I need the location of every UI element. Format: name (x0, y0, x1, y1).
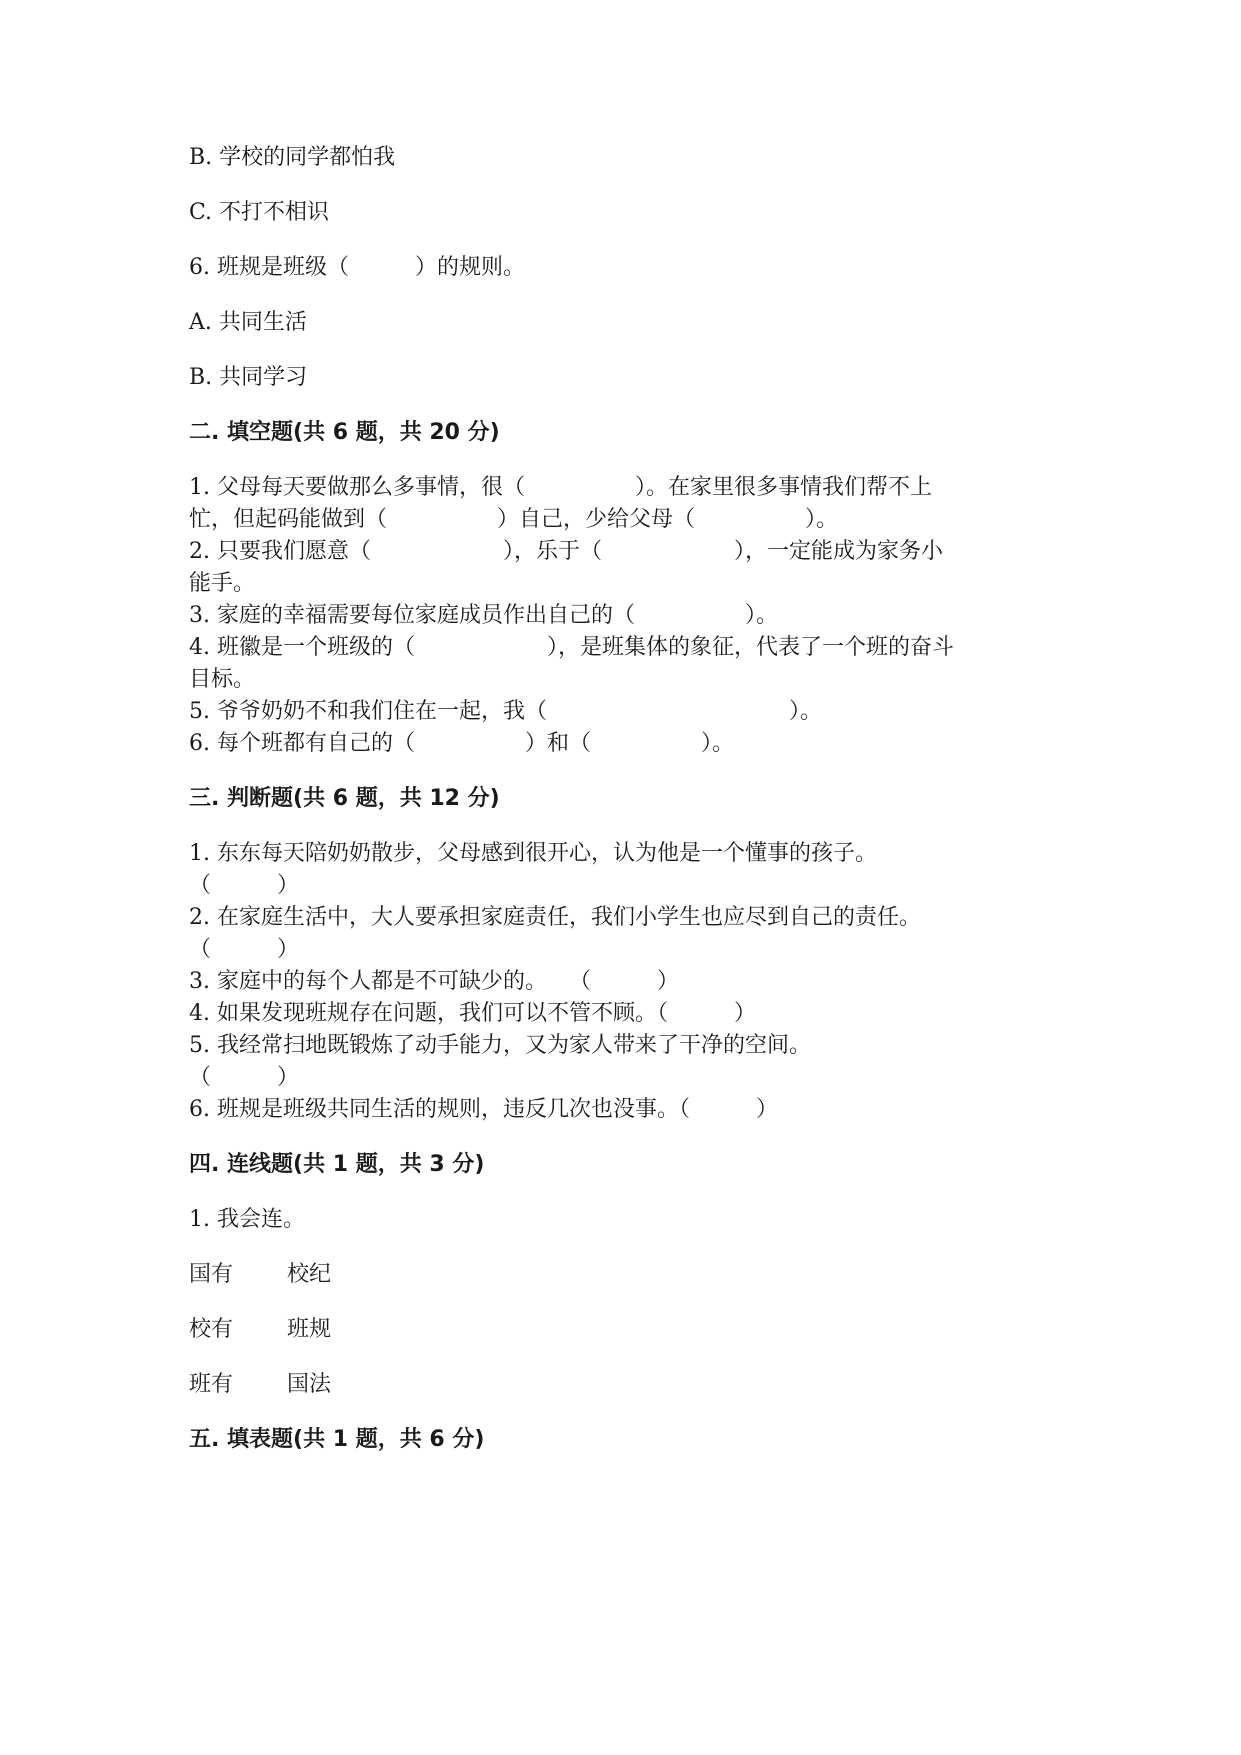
matching-row (189, 1314, 1069, 1346)
fill-line: 目标。 (189, 667, 256, 692)
option-b-q6: B. 共同学习 (189, 365, 308, 390)
judge-line: （ ） (189, 873, 300, 898)
fill-line: 能手。 (189, 571, 256, 596)
section-3-body (189, 838, 1069, 1126)
matching-right-item: 班规 (287, 1317, 332, 1342)
section-2-body (189, 472, 1069, 760)
fill-line: 6. 每个班都有自己的（ ）和（ ）。 (189, 731, 734, 756)
fill-line: 1. 父母每天要做那么多事情，很（ ）。在家里很多事情我们帮不上 (189, 475, 932, 500)
option-a-q6: A. 共同生活 (189, 310, 307, 335)
fill-line: 5. 爷爷奶奶不和我们住在一起，我（ ）。 (189, 699, 822, 724)
judge-line: （ ） (189, 937, 300, 962)
fill-line: 3. 家庭的幸福需要每位家庭成员作出自己的（ ）。 (189, 603, 778, 628)
matching-right-item: 国法 (287, 1372, 332, 1397)
judge-line: 6. 班规是班级共同生活的规则，违反几次也没事。（ ） (189, 1097, 778, 1122)
section-5-title: 五. 填表题(共 1 题，共 6 分) (189, 1427, 485, 1452)
fill-line: 2. 只要我们愿意（ ），乐于（ ），一定能成为家务小 (189, 539, 943, 564)
matching-left-item: 国有 (189, 1262, 234, 1287)
matching-row (189, 1259, 1069, 1291)
matching-stem: 1. 我会连。 (189, 1207, 305, 1232)
judge-line: （ ） (189, 1065, 300, 1090)
matching-left-item: 班有 (189, 1372, 234, 1397)
judge-line: 5. 我经常扫地既锻炼了动手能力，又为家人带来了干净的空间。 (189, 1033, 811, 1058)
section-3-title: 三. 判断题(共 6 题，共 12 分) (189, 786, 500, 811)
question-6-stem: 6. 班规是班级（ ）的规则。 (189, 255, 525, 280)
matching-row (189, 1369, 1069, 1401)
matching-right-item: 校纪 (287, 1262, 332, 1287)
option-c-q5: C. 不打不相识 (189, 200, 330, 225)
section-2-title: 二. 填空题(共 6 题，共 20 分) (189, 420, 500, 445)
exam-page (189, 142, 1069, 1456)
judge-line: 2. 在家庭生活中，大人要承担家庭责任，我们小学生也应尽到自己的责任。 (189, 905, 921, 930)
fill-line: 4. 班徽是一个班级的（ ），是班集体的象征，代表了一个班的奋斗 (189, 635, 954, 660)
judge-line: 4. 如果发现班规存在问题，我们可以不管不顾。（ ） (189, 1001, 756, 1026)
option-b-q5: B. 学校的同学都怕我 (189, 145, 396, 170)
section-4-title: 四. 连线题(共 1 题，共 3 分) (189, 1152, 485, 1177)
judge-line: 1. 东东每天陪奶奶散步，父母感到很开心，认为他是一个懂事的孩子。 (189, 841, 877, 866)
fill-line: 忙，但起码能做到（ ）自己，少给父母（ ）。 (189, 507, 839, 532)
matching-left-item: 校有 (189, 1317, 234, 1342)
judge-line: 3. 家庭中的每个人都是不可缺少的。 （ ） (189, 969, 679, 994)
